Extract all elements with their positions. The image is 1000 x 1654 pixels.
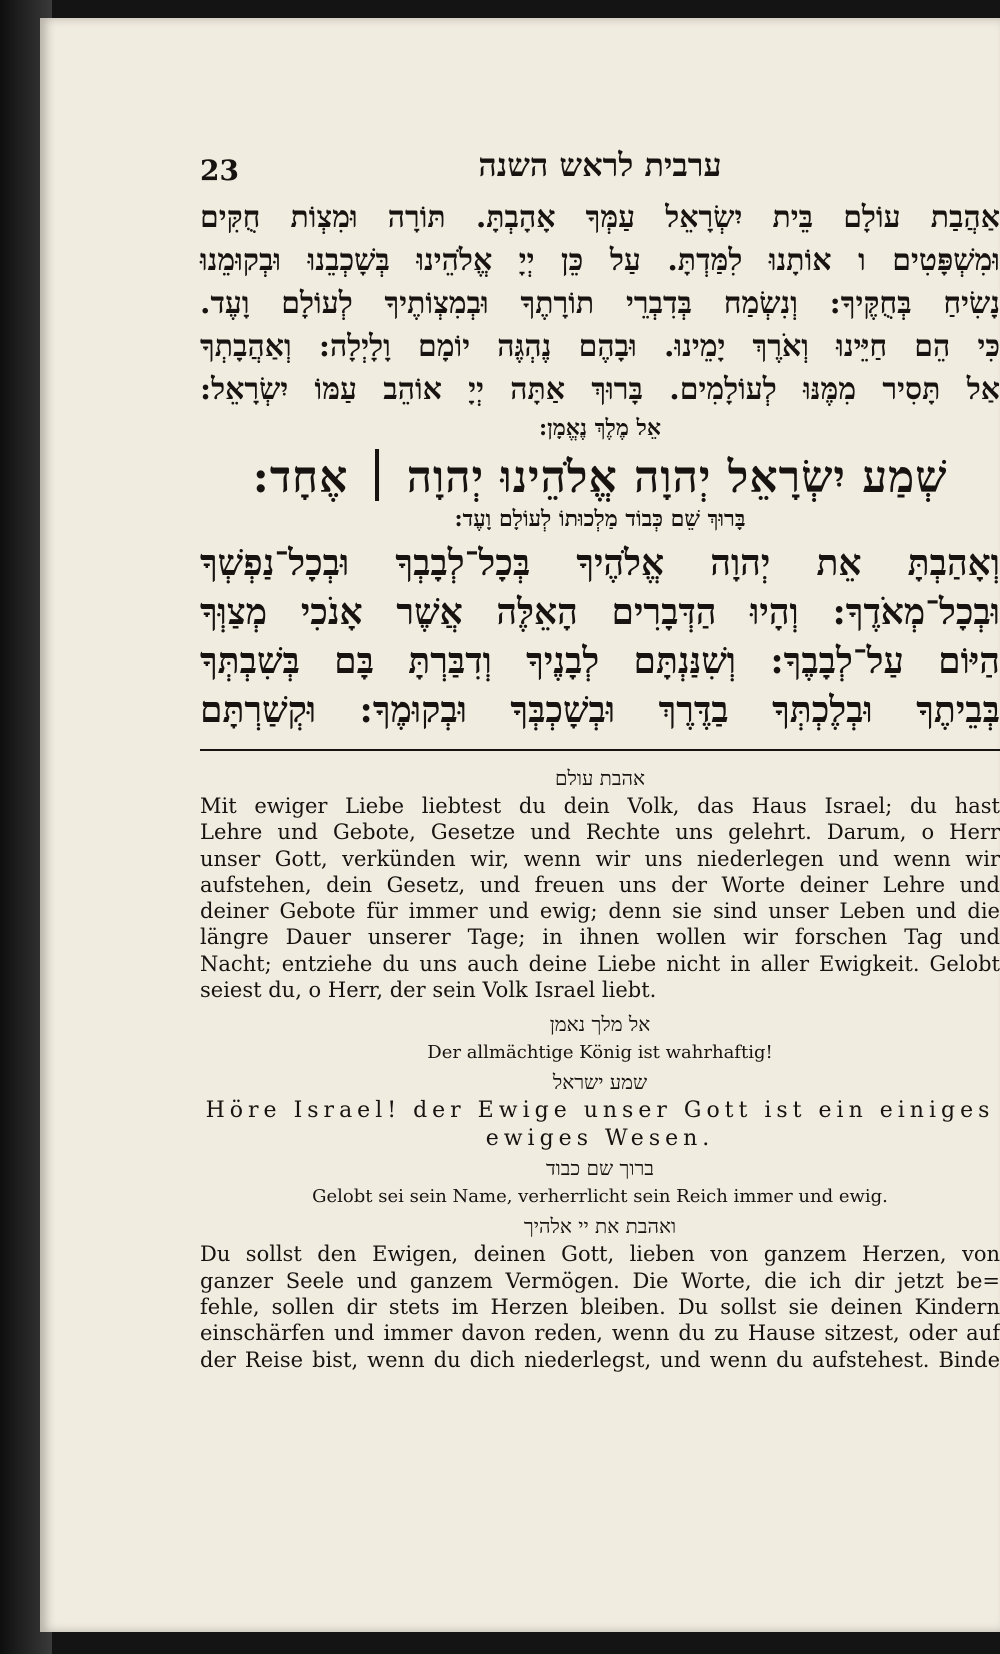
german-line: fehle, sollen dir stets im Herzen bleiben. Du sollst sie deinen Kindern	[200, 1294, 1000, 1319]
german-line: Nacht; entziehe du uns auch deine Liebe nicht in aller Ewigkeit. Gelobt	[200, 951, 1000, 976]
book-page	[40, 18, 1000, 1632]
german-line: der Reise bist, wenn du dich niederlegst, und wenn du aufstehest. Binde	[200, 1347, 1000, 1372]
running-title: ערבית לראש השנה	[478, 146, 722, 184]
hebrew-line: אַל תָּסִיר מִמֶּנּוּ לְעוֹלָמִים. בָּרוּךְ אַתָּה יְיָ אוֹהֵב עַמּוֹ יִשְׂרָאֵל:	[200, 372, 1000, 407]
german-line: Lehre und Gebote, Gesetze und Rechte uns gelehrt. Darum, o Herr	[200, 820, 1000, 845]
translation-veahavta	[200, 1241, 1000, 1372]
translation-ahavat-olam	[200, 793, 1000, 1003]
german-line: Du sollst den Ewigen, deinen Gott, lieben von ganzem Herzen, von	[200, 1242, 1000, 1267]
german-line: ganzer Seele und ganzem Vermögen. Die Worte, die ich dir jetzt be=	[200, 1268, 1000, 1293]
translation-shema	[200, 1097, 1000, 1153]
label-veahavta: ואהבת את יי אלהיך	[523, 1214, 677, 1239]
hebrew-shema: שְׁמַע יִשְׂרָאֵל יְהוָה אֱלֹהֵינוּ יְהוָה ׀ אֶחָד:	[252, 452, 948, 503]
page-content	[200, 146, 1000, 1373]
hebrew-veahavta	[200, 539, 1000, 735]
label-ahavat-olam: אהבת עולם	[555, 766, 645, 790]
german-line: ewiges Wesen.	[485, 1126, 715, 1152]
page-header	[200, 146, 1000, 196]
label-el-melech: אל מלך נאמן	[549, 1012, 651, 1037]
translation-baruch-shem: Gelobt sei sein Name, verherrlicht sein Reich immer und ewig.	[312, 1186, 888, 1208]
hebrew-line: וּבְכָל־מְאֹדֶךָ: וְהָיוּ הַדְּבָרִים הָאֵלֶּה אֲשֶׁר אָנֹכִי מְצַוְּךָ	[200, 591, 1000, 633]
german-line: seiest du, o Herr, der sein Volk Israel liebt.	[200, 978, 657, 1003]
label-shema: שמע ישראל	[552, 1070, 648, 1095]
german-line: deiner Gebote für immer und ewig; denn sie sind unser Leben und die	[200, 899, 1000, 924]
german-line: Höre Israel! der Ewige unser Gott ist ein einiges	[205, 1098, 995, 1124]
hebrew-line: אַהֲבַת עוֹלָם בֵּית יִשְׂרָאֵל עַמְּךָ אָהָבְתָּ. תּוֹרָה וּמִצְוֹת חֻקִּים	[200, 200, 1000, 235]
german-line: einschärfen und immer davon reden, wenn du zu Hause sitzest, oder auf	[200, 1321, 1000, 1346]
german-line: aufstehen, dein Gesetz, und freuen uns der Worte deiner Lehre und	[200, 872, 1000, 897]
hebrew-el-melech: אֵל מֶלֶךְ נֶאֱמָן:	[539, 415, 661, 441]
german-line: Mit ewiger Liebe liebtest du dein Volk, das Haus Israel; du hast	[200, 794, 1000, 818]
hebrew-line: כִּי הֵם חַיֵּינוּ וְאֹרֶךְ יָמֵינוּ. וּבָהֶם נֶהְגֶּה יוֹמָם וָלָיְלָה: וְאַהֲבָתְךָ	[200, 329, 1000, 364]
section-divider	[200, 749, 1000, 751]
page-number: 23	[200, 154, 239, 187]
hebrew-line: וְאָהַבְתָּ אֵת יְהוָה אֱלֹהֶיךָ בְּכָל־לְבָבְךָ וּבְכָל־נַפְשְׁךָ	[200, 542, 1000, 584]
hebrew-line: וּמִשְׁפָּטִים ו אוֹתָנוּ לִמַּדְתָּ. עַל כֵּן יְיָ אֱלֹהֵינוּ בְּשָׁכְבֵנוּ וּבְקוּמֵנוּ	[200, 243, 1000, 278]
label-baruch-shem: ברוך שם כבוד	[546, 1156, 654, 1181]
hebrew-baruch-shem: בָּרוּךְ שֵׁם כְּבוֹד מַלְכוּתוֹ לְעוֹלָם וָעֶד:	[454, 506, 746, 532]
german-line: längre Dauer unserer Tage; in ihnen wollen wir forschen Tag und	[200, 925, 1000, 950]
hebrew-line: הַיּוֹם עַל־לְבָבֶךָ: וְשִׁנַּנְתָּם לְבָנֶיךָ וְדִבַּרְתָּ בָּם בְּשִׁבְתְּךָ	[200, 640, 1000, 682]
hebrew-ahavat-olam	[200, 196, 1000, 411]
hebrew-line: נָשִׂיחַ בְּחֻקֶּיךָ: וְנִשְׂמַח בְּדִבְרֵי תוֹרָתֶךָ וּבְמִצְוֹתֶיךָ לְעוֹלָם וָעֶד.	[200, 286, 1000, 321]
translation-el-melech: Der allmächtige König ist wahrhaftig!	[427, 1042, 773, 1064]
german-line: unser Gott, verkünden wir, wenn wir uns niederlegen und wenn wir	[200, 846, 1000, 871]
hebrew-line: בְּבֵיתֶךָ וּבְלֶכְתְּךָ בַדֶּרֶךְ וּבְשָׁכְבְּךָ וּבְקוּמֶךָ: וּקְשַׁרְתָּם	[200, 689, 1000, 731]
